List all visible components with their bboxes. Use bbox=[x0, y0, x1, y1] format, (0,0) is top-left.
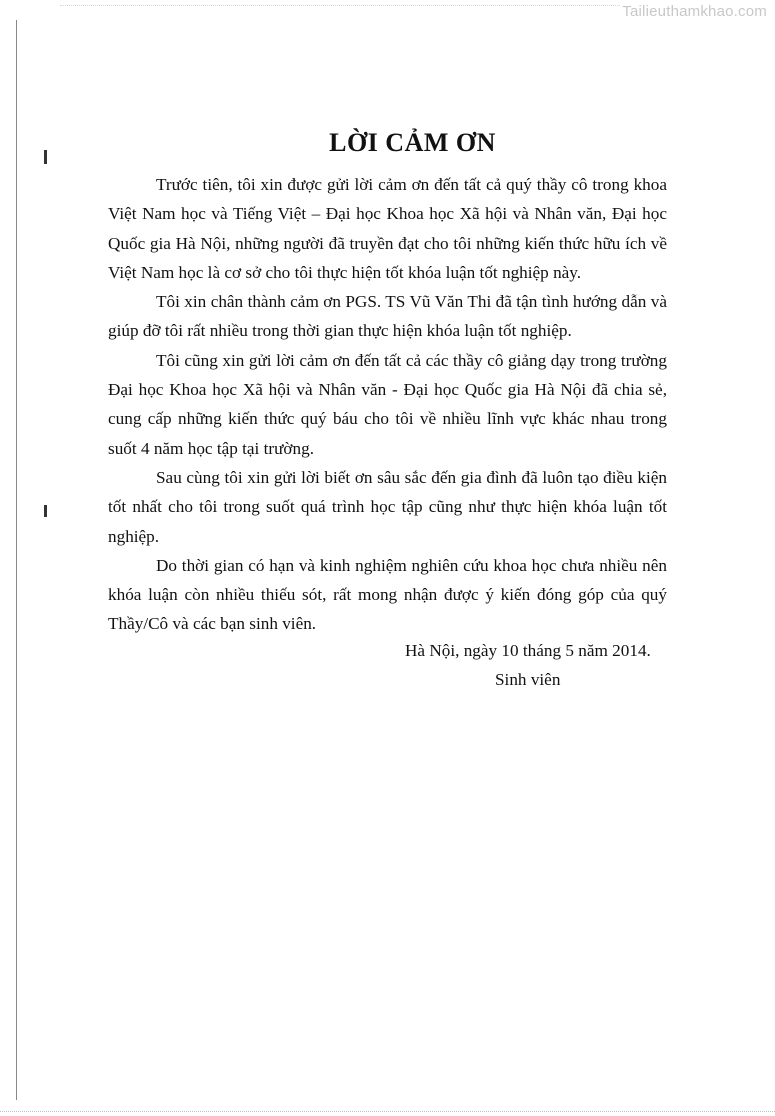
scan-mark bbox=[44, 505, 47, 517]
paragraph: Do thời gian có hạn và kinh nghiệm nghiên cứu khoa học chưa nhiều nên khóa luận còn nhiều thiếu sót, rất mong nhận được ý kiến đóng góp của quý Thầy/Cô và các bạn sinh viên. bbox=[108, 555, 667, 634]
scan-mark bbox=[44, 150, 47, 164]
place-date: Hà Nội, ngày 10 tháng 5 năm 2014. bbox=[405, 641, 651, 660]
scan-margin-line bbox=[16, 20, 17, 1100]
scan-noise-bottom bbox=[0, 1103, 775, 1112]
paragraph: Sau cùng tôi xin gửi lời biết ơn sâu sắc đến gia đình đã luôn tạo điều kiện tốt nhất cho tôi trong suốt quá trình học tập cũng như thực hiện khóa luận tốt nghiệp. bbox=[108, 467, 667, 546]
paragraph: Trước tiên, tôi xin được gửi lời cảm ơn đến tất cả quý thầy cô trong khoa Việt Nam học và Tiếng Việt – Đại học Khoa học Xã hội và Nhân văn, Đại học Quốc gia Hà Nội, những người đã truyền đạt cho tôi những kiến thức hữu ích về Việt Nam học là cơ sở cho tôi thực hiện tốt khóa luận tốt nghiệp này. bbox=[108, 175, 667, 282]
signature-block bbox=[405, 636, 651, 694]
scan-noise-top bbox=[60, 5, 620, 16]
paragraph: Tôi xin chân thành cảm ơn PGS. TS Vũ Văn Thi đã tận tình hướng dẫn và giúp đỡ tôi rất nhiều trong thời gian thực hiện khóa luận tốt nghiệp. bbox=[108, 292, 667, 341]
document-page bbox=[108, 128, 667, 639]
paragraph: Tôi cũng xin gửi lời cảm ơn đến tất cả các thầy cô giảng dạy trong trường Đại học Khoa học Xã hội và Nhân văn - Đại học Quốc gia Hà Nội đã chia sẻ, cung cấp những kiến thức quý báu cho tôi về nhiều lĩnh vực khác nhau trong suốt 4 năm học tập tại trường. bbox=[108, 350, 667, 458]
watermark: Tailieuthamkhao.com bbox=[622, 3, 767, 20]
page-title: LỜI CẢM ƠN bbox=[329, 128, 496, 157]
signer-role: Sinh viên bbox=[495, 670, 561, 689]
